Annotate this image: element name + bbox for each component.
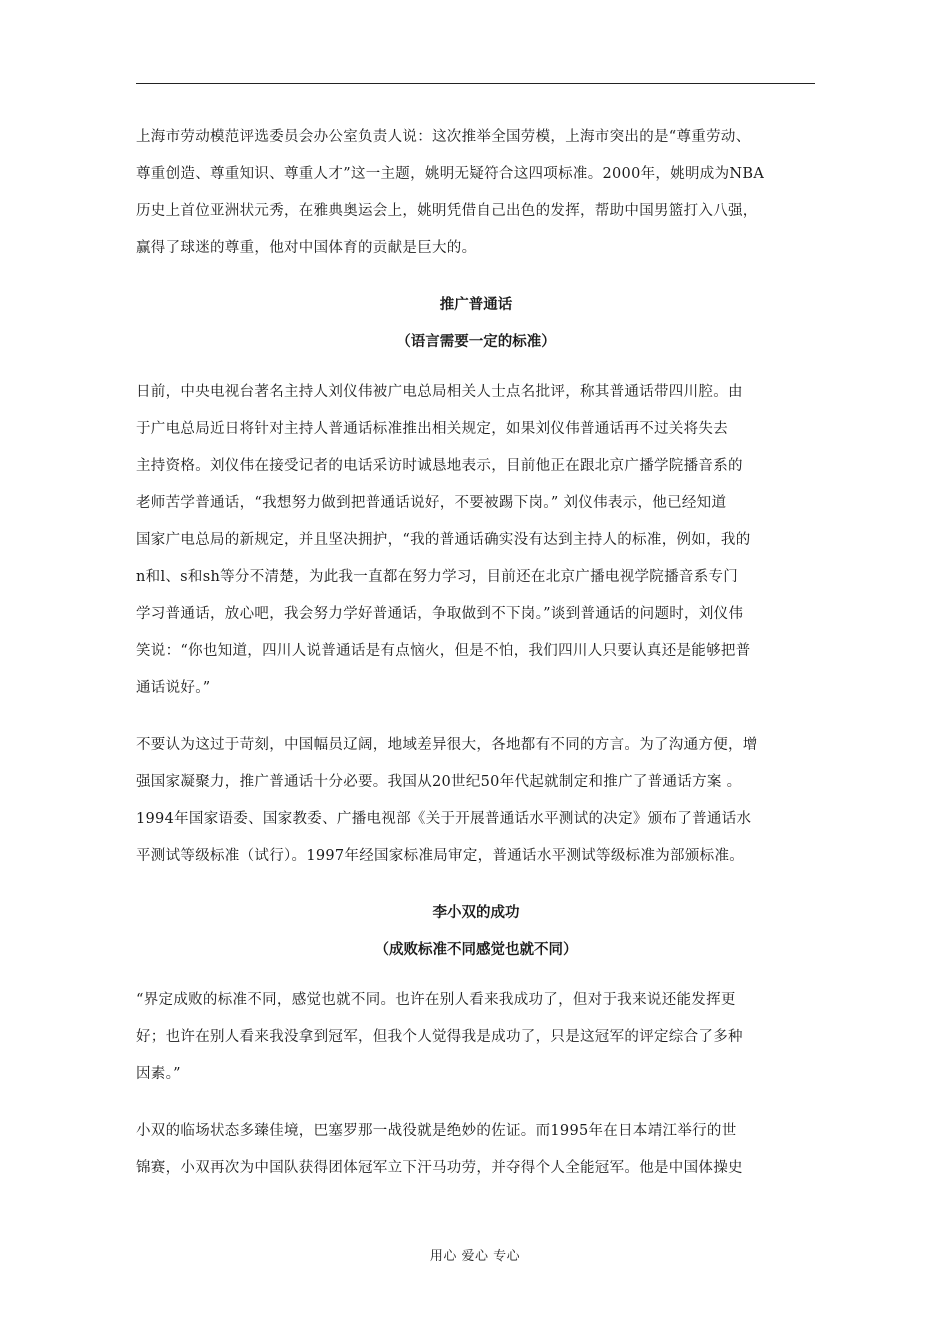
spacer — [136, 1093, 816, 1113]
paragraph-putonghua-standard: 不要认为这过于苛刻，中国幅员辽阔，地域差异很大，各地都有不同的方言。为了沟通方便，增 强国家凝聚力，推广普通话十分必要。我国从20世纪50年代起就制定和推广了普通话方案 。 1994年国家语委、国家教委、广播电视部《关于开展普通话水平测试的决定》颁布了普通话水 平测试等级标准（试行）。1997年经国家标准局审定，普通话水平测试等级标准为部颁标准。 — [136, 737, 758, 864]
spacer — [136, 875, 816, 895]
section-title-putonghua: 推广普通话 — [439, 297, 513, 313]
spacer — [136, 361, 816, 374]
spacer — [136, 707, 816, 727]
section-subtitle-putonghua: （语言需要一定的标准） — [396, 334, 556, 350]
spacer — [136, 969, 816, 982]
paragraph-xiaoshuang-career: 小双的临场状态多臻佳境，巴塞罗那一战役就是绝妙的佐证。而1995年在日本靖江举行的世 锦赛，小双再次为中国队获得团体冠军立下汗马功劳，并夺得个人全能冠军。他是中国体操史 — [136, 1123, 743, 1176]
spacer — [136, 267, 816, 287]
paragraph-liu-yiwei: 日前，中央电视台著名主持人刘仪伟被广电总局相关人士点名批评，称其普通话带四川腔。由 于广电总局近日将针对主持人普通话标准推出相关规定，如果刘仪伟普通话再不过关将失去 主持资格。刘仪伟在接受记者的电话采访时诚恳地表示，目前他正在跟北京广播学院播音系的 老师苦学普通话，“我想努力做到把普通话说好，不要被踢下岗。” 刘仪伟表示，他已经知道 国家广电总局的新规定，并且坚决拥护，“我的普通话确实没有达到主持人的标准，例如，我的 n和l、s和sh等分不清楚，为此我一直都在努力学习，目前还在北京广播电视学院播音系专门 学习普通话，放心吧，我会努力学好普通话，争取做到不下岗。”谈到普通话的问题时，刘仪伟 笑说：“你也知道，四川人说普通话是有点恼火，但是不怕，我们四川人只要认真还是能够把普 通话说好。” — [136, 384, 751, 696]
section-title-li-xiaoshuang: 李小双的成功 — [432, 905, 520, 921]
document-body — [136, 119, 816, 1187]
paragraph-quote: “界定成败的标准不同，感觉也就不同。也许在别人看来我成功了，但对于我来说还能发挥更 好；也许在别人看来我没拿到冠军，但我个人觉得我是成功了，只是这冠军的评定综合了多种 因素。” — [136, 992, 743, 1082]
page-footer: 用心 爱心 专心 — [429, 1249, 521, 1264]
section-subtitle-li-xiaoshuang: （成败标准不同感觉也就不同） — [374, 942, 578, 958]
header-rule — [136, 83, 815, 84]
paragraph-yao-ming: 上海市劳动模范评选委员会办公室负责人说：这次推举全国劳模，上海市突出的是“尊重劳动、 尊重创造、尊重知识、尊重人才”这一主题，姚明无疑符合这四项标准。2000年，姚明成为NBA 历史上首位亚洲状元秀，在雅典奥运会上，姚明凭借自己出色的发挥，帮助中国男篮打入八强， 赢得了球迷的尊重，他对中国体育的贡献是巨大的。 — [136, 129, 765, 256]
